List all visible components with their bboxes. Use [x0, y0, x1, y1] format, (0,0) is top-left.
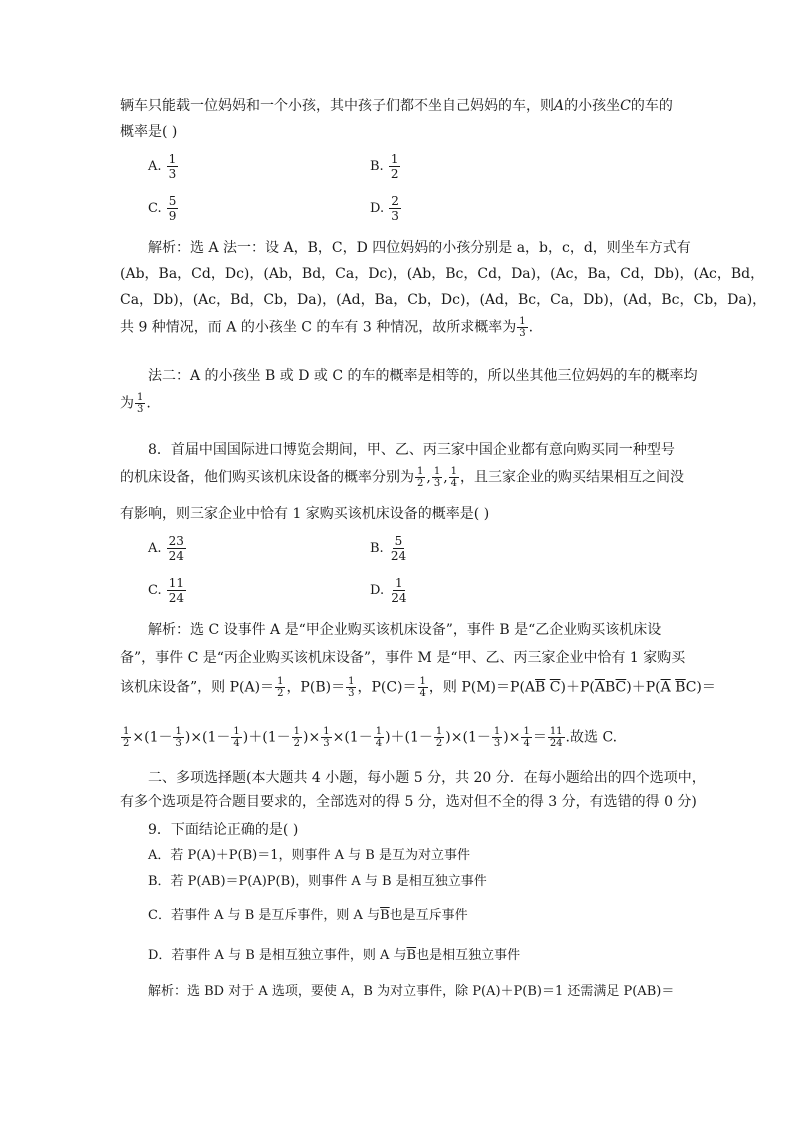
q7-option-b: B. $\frac{1}{2}$: [370, 152, 399, 181]
section2-line-1: 二、多项选择题(本大题共 4 小题，每小题 5 分，共 20 分．在每小题给出的四个选项中，: [148, 770, 706, 786]
q7-solution-2: (Ab，Ba，Cd，Dc)，(Ab，Bd，Ca，Dc)，(Ab，Bc，Cd，Da)，(Ac，Ba，Cd，Db)，(Ac，Bd，: [120, 266, 765, 282]
q8-option-d: D. $\frac{1}{24}$: [370, 576, 407, 605]
q9-option-c: C．若事件 A 与 B 是互斥事件，则 A 与$\overline{B}$也是互斥事件: [148, 908, 468, 923]
q8-option-a: A. $\frac{23}{24}$: [148, 534, 184, 563]
q9-option-a: A．若 P(A)＋P(B)＝1，则事件 A 与 B 是互为对立事件: [148, 848, 470, 863]
q8-solution-4: $\frac{1}{2}$ ×(1－ $\frac{1}{3}$ )×(1－ $\frac{1}{4}$ )＋(1－ $\frac{1}{2}$ )× $\frac{1}{3}$ ×(1－ $\frac{1}{4}$ )＋(1－ $\frac{1}{2}$ )×(1－ $\frac{1}{3}$ )× $\frac{1}{4}$ ＝ $\frac{11}{24}$ .故选 C.: [123, 726, 618, 749]
q7-line-2: 概率是( ): [120, 124, 178, 140]
q8-line-1: 8．首届中国国际进口博览会期间，甲、乙、丙三家中国企业都有意向购买同一种型号: [148, 442, 675, 458]
q7-solution-1: 解析：选 A 法一：设 A，B，C，D 四位妈妈的小孩分别是 a，b，c，d，则坐车方式有: [148, 240, 691, 256]
q8-solution-2: 备”，事件 C 是“丙企业购买该机床设备”，事件 M 是“甲、乙、丙三家企业中恰有 1 家购买: [120, 650, 686, 666]
q8-line-2: 的机床设备，他们购买该机床设备的概率分别为 $\frac{1}{2}$ , $\frac{1}{3}$ , $\frac{1}{4}$ ，且三家企业的购买结果相互之间没: [120, 466, 685, 489]
q7-option-a: A. $\frac{1}{3}$: [148, 152, 177, 181]
q8-option-c: C. $\frac{11}{24}$: [148, 576, 185, 605]
q7-solution-3: Ca，Db)，(Ac，Bd，Cb，Da)，(Ad，Ba，Cb，Dc)，(Ad，Bc，Ca，Db)，(Ad，Bc，Cb，Da)，: [120, 292, 767, 308]
q7-option-d: D. $\frac{2}{3}$: [370, 194, 399, 223]
q8-option-b: B. $\frac{5}{24}$: [370, 534, 407, 563]
q9-stem: 9．下面结论正确的是( ): [148, 822, 299, 838]
q8-line-3: 有影响，则三家企业中恰有 1 家购买该机床设备的概率是( ): [120, 506, 490, 522]
q9-solution: 解析：选 BD 对于 A 选项，要使 A，B 为对立事件，除 P(A)＋P(B)＝1 还需满足 P(AB)＝: [148, 984, 675, 999]
q7-solution-4: 共 9 种情况，而 A 的小孩坐 C 的车有 3 种情况，故所求概率为 $\frac{1}{3}$ .: [120, 316, 534, 339]
q8-solution-3: 该机床设备”，则 P(A)＝ $\frac{1}{2}$ ，P(B)＝ $\frac{1}{3}$ ，P(C)＝ $\frac{1}{4}$ ，则 $P(M)=P(A\overline{B}$ $\overline{C})+P(\overline{A}B\overline{C})+P(\overline{A}$ $\overline{B}C)=$: [120, 676, 716, 699]
q7-method2-1: 法二：A 的小孩坐 B 或 D 或 C 的车的概率是相等的，所以坐其他三位妈妈的车的概率均: [148, 368, 698, 384]
section2-line-2: 有多个选项是符合题目要求的，全部选对的得 5 分，选对但不全的得 3 分，有选错的得 0 分): [120, 794, 697, 810]
q8-solution-1: 解析：选 C 设事件 A 是“甲企业购买该机床设备”，事件 B 是“乙企业购买该机床设: [148, 622, 662, 638]
q7-method2-2: 为 $\frac{1}{3}$ .: [120, 392, 151, 415]
q7-line-1: 辆车只能载一位妈妈和一个小孩，其中孩子们都不坐自己妈妈的车，则A的小孩坐C的车的: [120, 98, 673, 114]
q9-option-b: B．若 P(AB)＝P(A)P(B)，则事件 A 与 B 是相互独立事件: [148, 874, 487, 889]
q7-option-c: C. $\frac{5}{9}$: [148, 194, 177, 223]
q9-option-d: D．若事件 A 与 B 是相互独立事件，则 A 与$\overline{B}$也是相互独立事件: [148, 948, 521, 963]
